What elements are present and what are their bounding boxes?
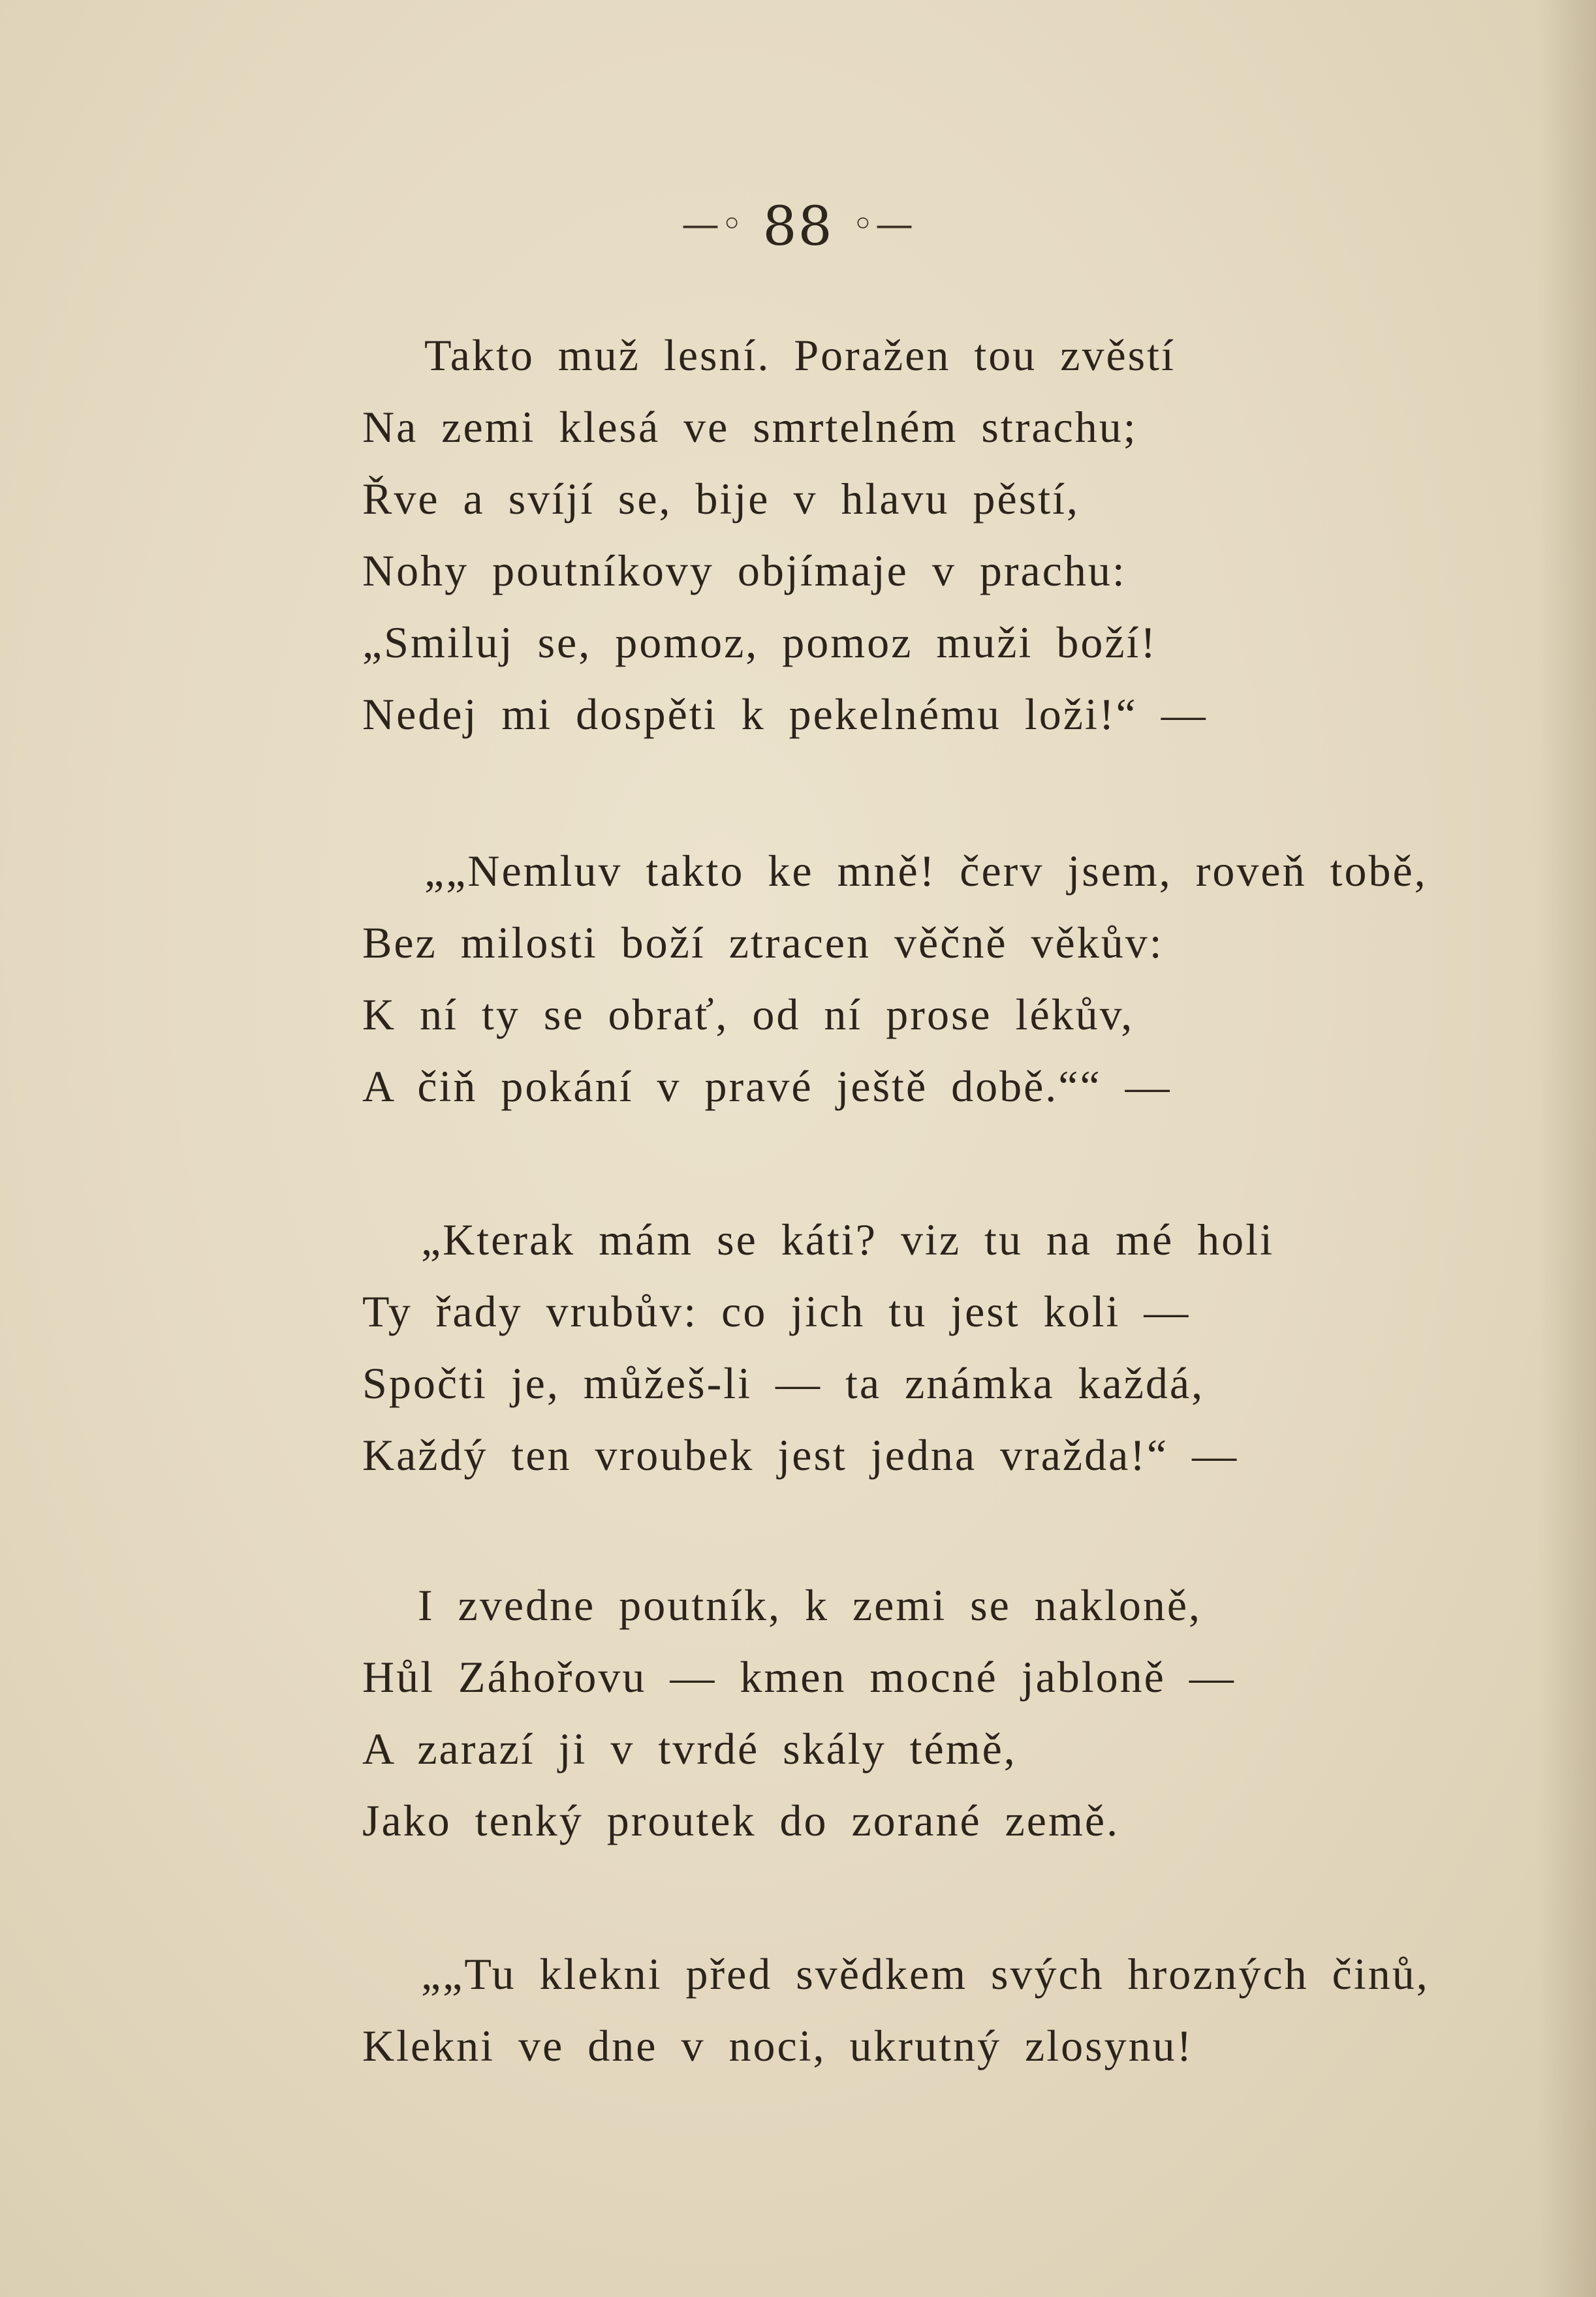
verse-line: A čiň pokání v pravé ještě době.““ — [362, 1061, 1172, 1111]
ornament-right-icon: ◦— [851, 202, 915, 246]
verse-line: Na zemi klesá ve smrtelném strachu; [362, 402, 1138, 452]
page-header [0, 196, 1596, 258]
verse-line: Každý ten vroubek jest jedna vražda!“ — [362, 1430, 1239, 1480]
verse-line: Nohy poutníkovy objímaje v prachu: [362, 546, 1127, 595]
page-number: 88 [762, 196, 834, 258]
verse-line: Hůl Záhořovu — kmen mocné jabloně — [362, 1652, 1236, 1702]
verse-line: Bez milosti boží ztracen věčně věkův: [362, 918, 1164, 967]
verse-line: A zarazí ji v tvrdé skály témě, [362, 1724, 1017, 1774]
verse-line: „Kterak mám se káti? viz tu na mé holi [421, 1215, 1274, 1264]
verse-line: „„Nemluv takto ke mně! červ jsem, roveň tobě, [424, 846, 1428, 896]
verse-line: „Smiluj se, pomoz, pomoz muži boží! [362, 617, 1158, 667]
verse-line: „„Tu klekni před svědkem svých hrozných činů, [421, 1949, 1430, 1999]
verse-line: K ní ty se obrať, od ní prose lékův, [362, 990, 1134, 1039]
page-edge-shadow [1537, 0, 1596, 2297]
verse-line: Řve a svíjí se, bije v hlavu pěstí, [362, 474, 1080, 523]
verse-line: Nedej mi dospěti k pekelnému loži!“ — [362, 689, 1208, 739]
verse-line: I zvedne poutník, k zemi se nakloně, [418, 1580, 1202, 1630]
verse-line: Ty řady vrubův: co jich tu jest koli — [362, 1287, 1191, 1336]
verse-line: Klekni ve dne v noci, ukrutný zlosynu! [362, 2021, 1194, 2070]
ornament-left-icon: —◦ [681, 202, 745, 246]
verse-line: Takto muž lesní. Poražen tou zvěstí [424, 330, 1176, 380]
verse-line: Jako tenký proutek do zorané země. [362, 1796, 1120, 1845]
verse-line: Spočti je, můžeš-li — ta známka každá, [362, 1358, 1205, 1408]
